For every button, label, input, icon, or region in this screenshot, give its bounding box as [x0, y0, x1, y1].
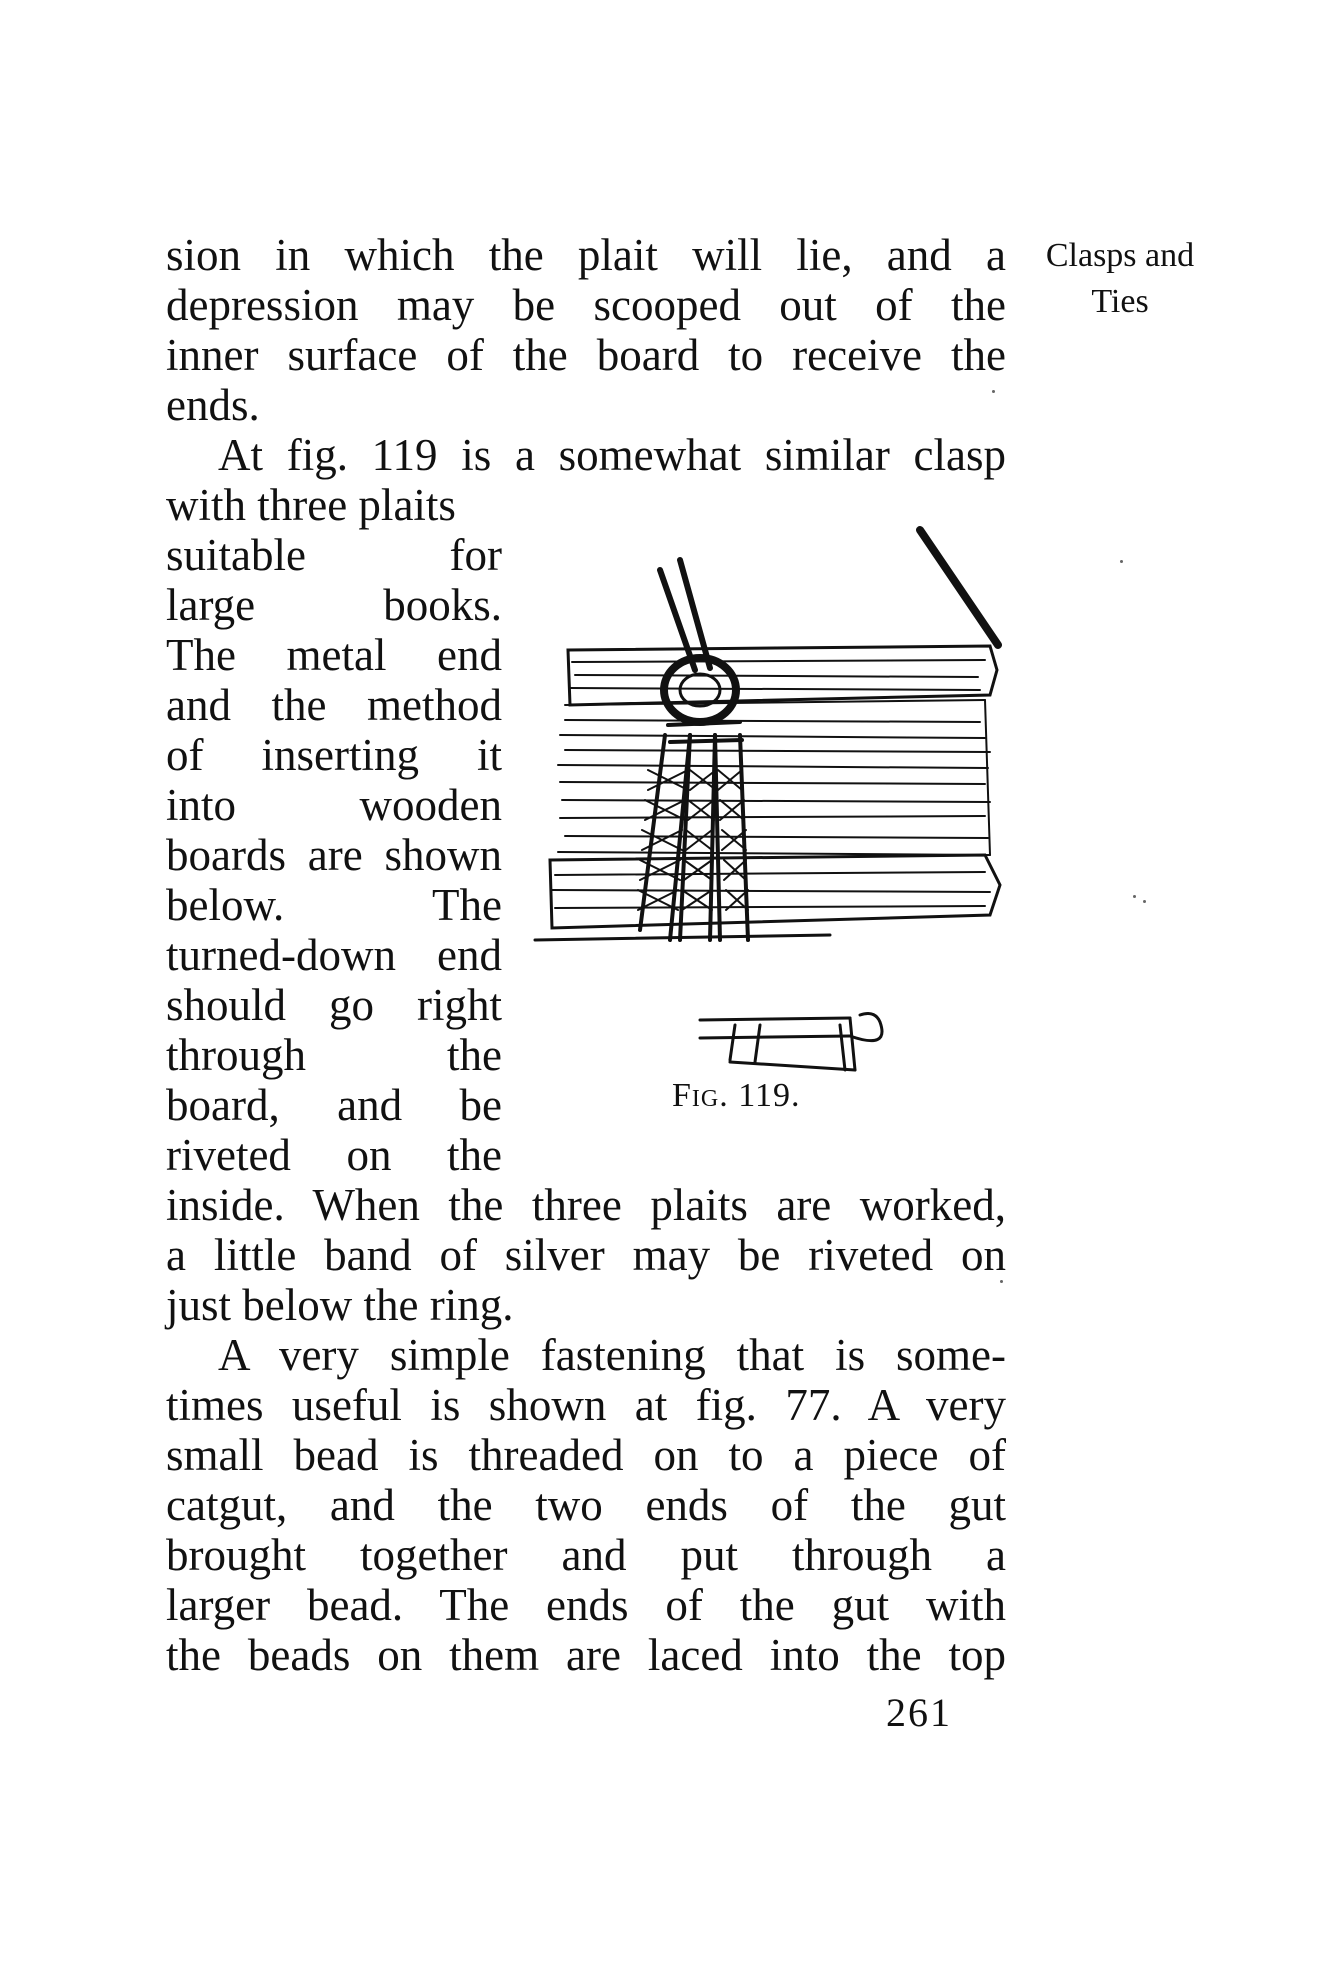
narrow-line-14: riveted on the	[166, 1130, 502, 1180]
figure-caption-prefix: Fig.	[672, 1077, 729, 1114]
scan-speck	[1120, 560, 1123, 563]
figure-caption-number: 119.	[738, 1077, 801, 1114]
side-note-line-2: Ties	[1091, 283, 1149, 320]
ring	[664, 658, 736, 722]
figure-caption	[672, 1075, 862, 1117]
narrow-line-11: should go right	[166, 980, 502, 1030]
narrow-line-3: large books.	[166, 580, 502, 630]
narrow-line-4: The metal end	[166, 630, 502, 680]
lower-line-7: catgut, and the two ends of the gut	[166, 1480, 1006, 1530]
scan-speck	[1133, 895, 1136, 898]
body-line-1: sion in which the plait will lie, and a	[166, 230, 1006, 280]
narrow-line-10: turned-down end	[166, 930, 502, 980]
narrow-line-12: through the	[166, 1030, 502, 1080]
narrow-line-13: board, and be	[166, 1080, 502, 1130]
scan-speck	[1000, 1280, 1003, 1283]
diagonal-strap	[920, 530, 998, 645]
body-line-5: At fig. 119 is a somewhat similar clasp	[218, 430, 1006, 480]
metal-strap	[660, 560, 710, 670]
scan-speck	[992, 390, 995, 393]
page-number: 261	[886, 1690, 952, 1735]
narrow-line-2: suitable for	[166, 530, 502, 580]
narrow-line-9: below. The	[166, 880, 502, 930]
lower-line-1: inside. When the three plaits are worked,	[166, 1180, 1006, 1230]
lower-line-4: A very simple fastening that is some-	[218, 1330, 1006, 1380]
narrow-line-8: boards are shown	[166, 830, 502, 880]
lower-line-10: the beads on them are laced into the top	[166, 1630, 1006, 1680]
lower-line-5: times useful is shown at fig. 77. A very	[166, 1380, 1006, 1430]
lower-line-6: small bead is threaded on to a piece of	[166, 1430, 1006, 1480]
figure-119-illustration	[530, 510, 1020, 1080]
body-line-3: inner surface of the board to receive the	[166, 330, 1006, 380]
body-line-4: ends.	[166, 380, 260, 430]
body-line-2: depression may be scooped out of the	[166, 280, 1006, 330]
narrow-line-6: of inserting it	[166, 730, 502, 780]
lower-line-2: a little band of silver may be riveted on	[166, 1230, 1006, 1280]
lower-line-3: just below the ring.	[166, 1280, 514, 1330]
lower-line-8: brought together and put through a	[166, 1530, 1006, 1580]
lower-line-9: larger bead. The ends of the gut with	[166, 1580, 1006, 1630]
side-note-line-1: Clasps and	[1045, 237, 1195, 274]
narrow-line-1: with three plaits	[166, 480, 456, 530]
narrow-line-7: into wooden	[166, 780, 502, 830]
narrow-line-5: and the method	[166, 680, 502, 730]
scan-speck	[1143, 900, 1146, 903]
